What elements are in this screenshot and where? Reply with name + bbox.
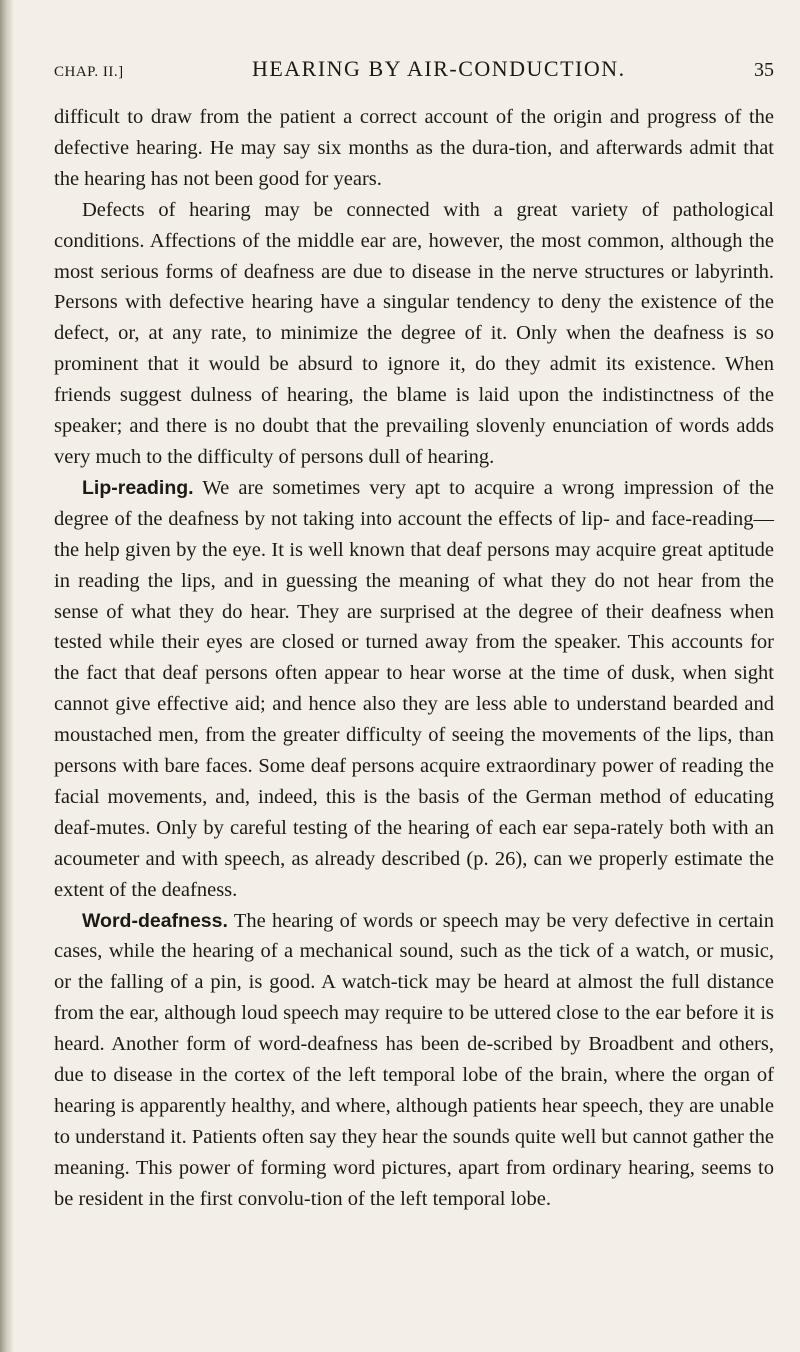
- paragraph-word-deafness: [54, 906, 774, 1215]
- word-deafness-text: The hearing of words or speech may be very defective in certain cases, while the hearing of a mechanical sound, such as the tick of a watch, or music, or the falling of a pin, is good. A watch-tick may be heard at almost the full distance from the ear, although loud speech may require to be uttered close to the ear before it is heard. Another form of word-deafness has been de-scribed by Broadbent and others, due to disease in the cortex of the left temporal lobe of the brain, where the organ of hearing is apparently healthy, and where, although patients hear speech, they are unable to understand it. Patients often say they hear the sounds quite well but cannot gather the meaning. This power of forming word pictures, apart from ordinary hearing, seems to be resident in the first convolu-tion of the left temporal lobe.: [54, 909, 774, 1210]
- paragraph-defects: Defects of hearing may be connected with a great variety of pathological conditions. Affections of the middle ear are, however, the most common, although the most serious forms of deafness are due to disease in the nerve structures or labyrinth. Persons with defective hearing have a singular tendency to deny the existence of the defect, or, at any rate, to minimize the degree of it. Only when the deafness is so prominent that it would be absurd to ignore it, do they admit its existence. When friends suggest dulness of hearing, the blame is laid upon the indistinctness of the speaker; and there is no doubt that the prevailing slovenly enunciation of words adds very much to the difficulty of persons dull of hearing.: [54, 198, 774, 468]
- page-number: 35: [754, 59, 774, 81]
- lip-reading-text: We are sometimes very apt to acquire a wrong impression of the degree of the deafness by not taking into account the effects of lip- and face-reading—the help given by the eye. It is well known that deaf persons may acquire great aptitude in reading the lips, and in guessing the meaning of what they do not hear from the sense of what they do hear. They are surprised at the degree of their deafness when tested while their eyes are closed or turned away from the speaker. This accounts for the fact that deaf persons often appear to hear worse at the time of dusk, when sight cannot give effective aid; and hence also they are less able to understand bearded and moustached men, from the greater difficulty of seeing the movements of the lips, than persons with bare faces. Some deaf persons acquire extraordinary power of reading the facial movements, and, indeed, this is the basis of the German method of educating deaf-mutes. Only by careful testing of the hearing of each ear sepa-rately both with an acoumeter and with speech, as already described (p. 26), can we properly estimate the extent of the deafness.: [54, 476, 774, 901]
- chapter-label: CHAP. II.]: [54, 64, 124, 80]
- book-page: [54, 56, 774, 1215]
- binding-shadow: [0, 0, 14, 1352]
- body-text: [54, 102, 774, 1215]
- running-header: [54, 56, 774, 84]
- running-title: HEARING BY AIR-CONDUCTION.: [251, 56, 626, 81]
- paragraph-continued: difficult to draw from the patient a correct account of the origin and progress of the defective hearing. He may say six months as the dura-tion, and afterwards admit that the hearing has not been good for years.: [54, 106, 774, 190]
- paragraph-lip-reading: [54, 473, 774, 906]
- sidehead-word-deafness: Word-deafness.: [82, 909, 228, 932]
- sidehead-lip-reading: Lip-reading.: [82, 476, 194, 499]
